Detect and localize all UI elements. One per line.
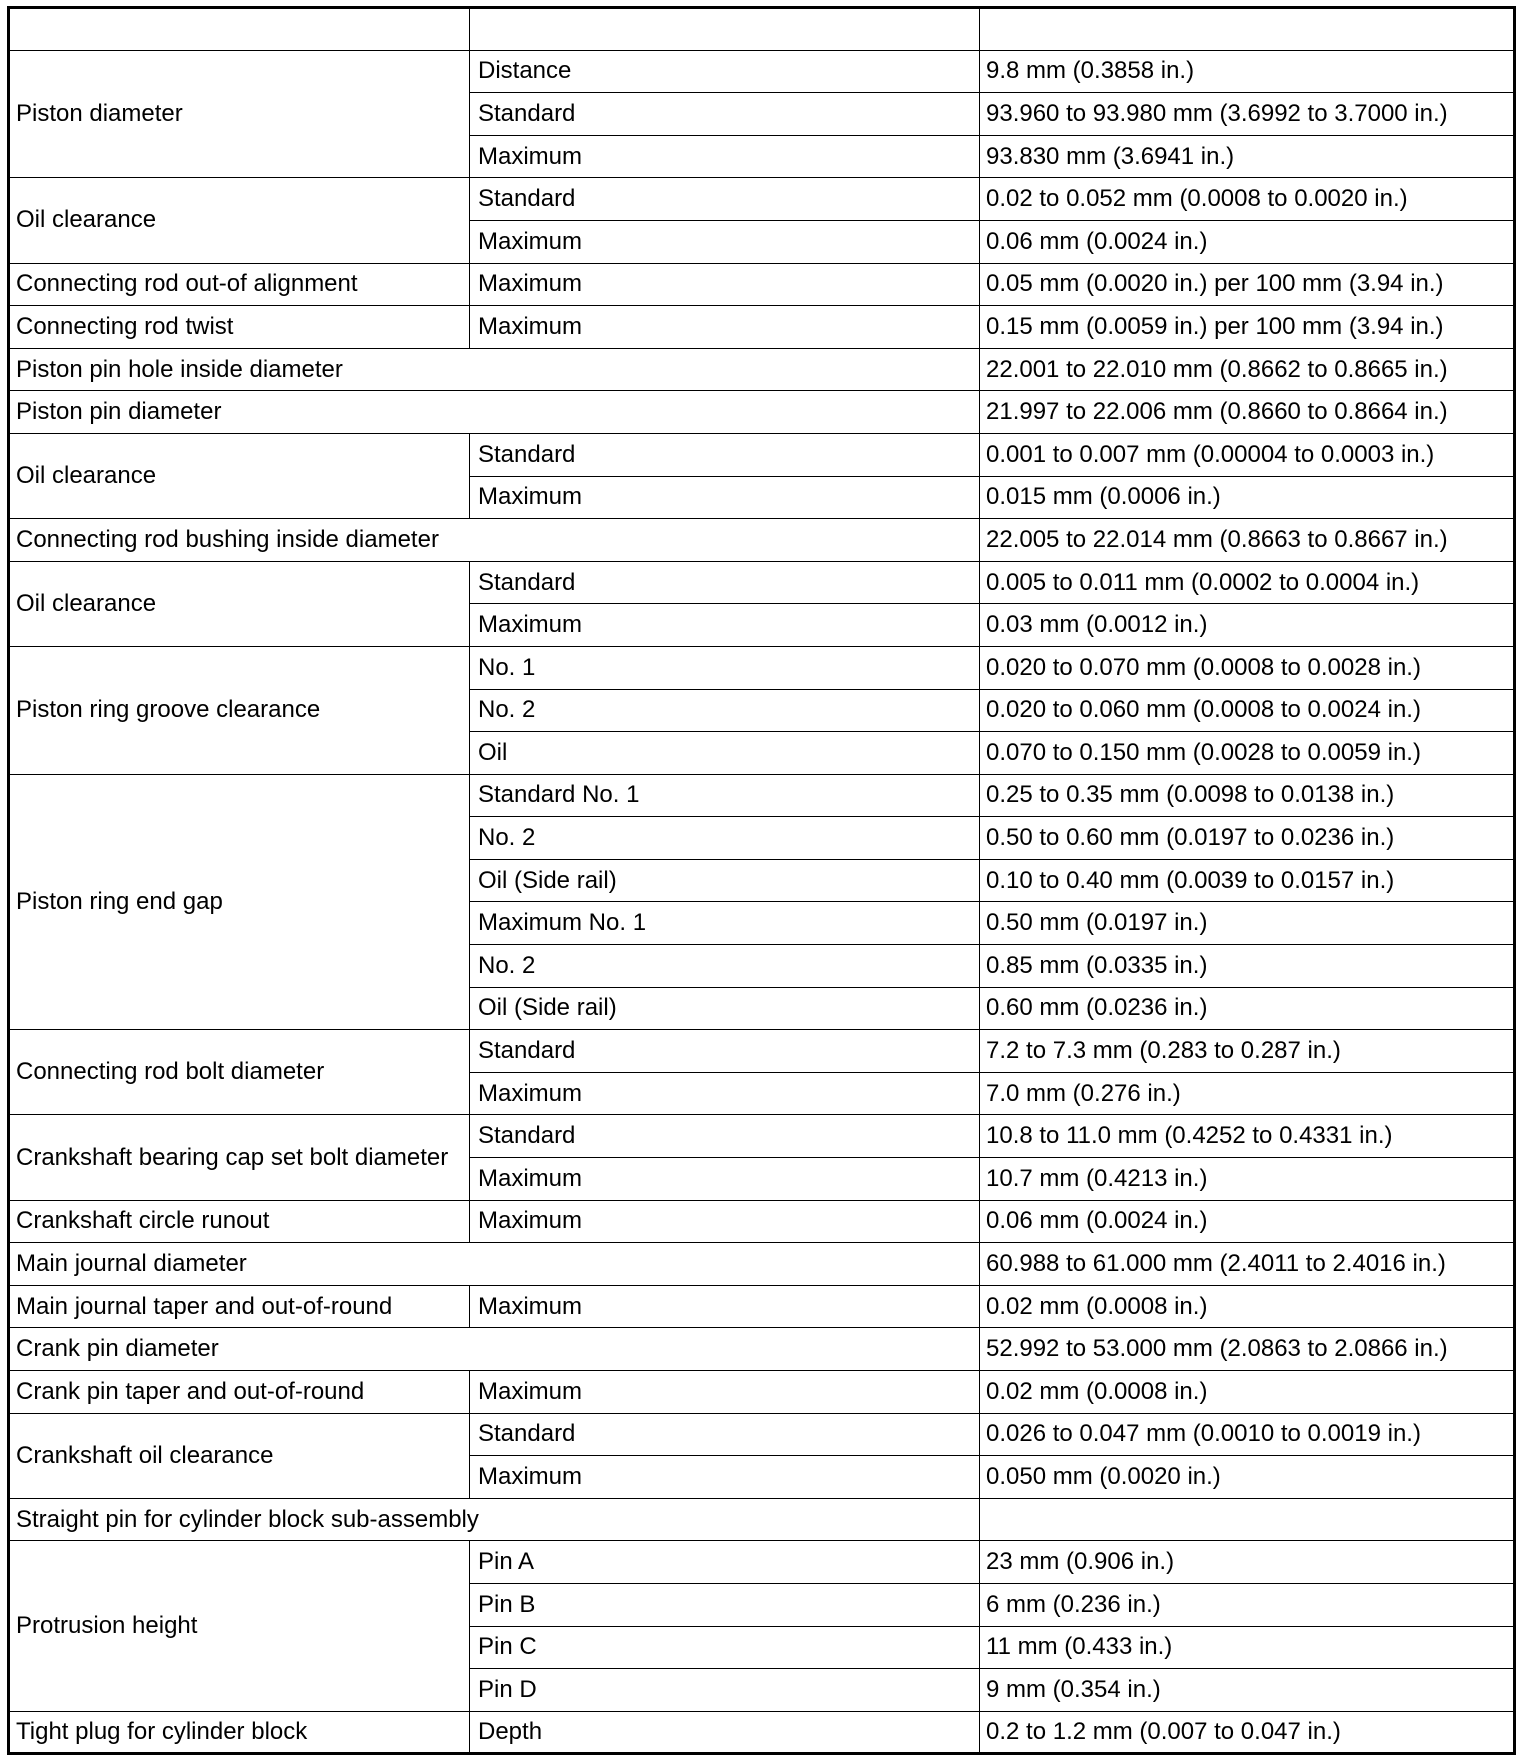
condition-cell: Maximum	[470, 476, 980, 519]
table-row	[9, 1200, 1515, 1243]
value-cell: 0.25 to 0.35 mm (0.0098 to 0.0138 in.)	[980, 774, 1515, 817]
item-cell: Piston ring end gap	[9, 774, 470, 1030]
value-cell: 6 mm (0.236 in.)	[980, 1583, 1515, 1626]
table-row	[9, 646, 1515, 689]
condition-cell: Maximum	[470, 220, 980, 263]
table-row	[9, 774, 1515, 817]
condition-cell: Pin A	[470, 1541, 980, 1584]
condition-cell: Depth	[470, 1711, 980, 1754]
table-row	[9, 348, 1515, 391]
item-cell: Protrusion height	[9, 1541, 470, 1711]
table-row	[9, 1243, 1515, 1286]
table-row	[9, 391, 1515, 434]
condition-cell: Maximum	[470, 1456, 980, 1499]
condition-cell: Standard	[470, 1030, 980, 1073]
condition-cell: Maximum	[470, 1158, 980, 1201]
item-cell: Crankshaft oil clearance	[9, 1413, 470, 1498]
table-row	[9, 519, 1515, 562]
value-cell: 11 mm (0.433 in.)	[980, 1626, 1515, 1669]
value-cell: 10.8 to 11.0 mm (0.4252 to 0.4331 in.)	[980, 1115, 1515, 1158]
value-cell: 0.2 to 1.2 mm (0.007 to 0.047 in.)	[980, 1711, 1515, 1754]
header-cell-item	[9, 8, 470, 51]
value-cell: 0.02 to 0.052 mm (0.0008 to 0.0020 in.)	[980, 178, 1515, 221]
condition-cell: No. 2	[470, 945, 980, 988]
table-row	[9, 1030, 1515, 1073]
table-row	[9, 50, 1515, 93]
specification-table-body	[9, 8, 1515, 1754]
value-cell: 0.06 mm (0.0024 in.)	[980, 1200, 1515, 1243]
condition-cell: Standard No. 1	[470, 774, 980, 817]
value-cell: 0.015 mm (0.0006 in.)	[980, 476, 1515, 519]
condition-cell: Maximum	[470, 604, 980, 647]
table-row	[9, 306, 1515, 349]
item-cell: Straight pin for cylinder block sub-assembly	[9, 1498, 980, 1541]
condition-cell: No. 2	[470, 817, 980, 860]
value-cell: 0.005 to 0.011 mm (0.0002 to 0.0004 in.)	[980, 561, 1515, 604]
value-cell: 22.001 to 22.010 mm (0.8662 to 0.8665 in.)	[980, 348, 1515, 391]
value-cell: 9.8 mm (0.3858 in.)	[980, 50, 1515, 93]
condition-cell: Pin B	[470, 1583, 980, 1626]
table-row	[9, 1711, 1515, 1754]
value-cell: 0.06 mm (0.0024 in.)	[980, 220, 1515, 263]
table-row	[9, 1285, 1515, 1328]
condition-cell: Maximum	[470, 1200, 980, 1243]
header-cell-condition	[470, 8, 980, 51]
value-cell: 0.020 to 0.070 mm (0.0008 to 0.0028 in.)	[980, 646, 1515, 689]
condition-cell: Maximum No. 1	[470, 902, 980, 945]
value-cell: 0.10 to 0.40 mm (0.0039 to 0.0157 in.)	[980, 859, 1515, 902]
value-cell: 0.15 mm (0.0059 in.) per 100 mm (3.94 in.)	[980, 306, 1515, 349]
item-cell: Piston pin diameter	[9, 391, 980, 434]
item-cell: Crank pin taper and out-of-round	[9, 1371, 470, 1414]
specification-table	[7, 6, 1516, 1755]
condition-cell: Standard	[470, 1115, 980, 1158]
item-cell: Crankshaft bearing cap set bolt diameter	[9, 1115, 470, 1200]
value-cell: 21.997 to 22.006 mm (0.8660 to 0.8664 in.)	[980, 391, 1515, 434]
value-cell: 0.02 mm (0.0008 in.)	[980, 1371, 1515, 1414]
item-cell: Piston diameter	[9, 50, 470, 178]
condition-cell: Maximum	[470, 1371, 980, 1414]
condition-cell: Distance	[470, 50, 980, 93]
condition-cell: Maximum	[470, 1285, 980, 1328]
value-cell: 0.02 mm (0.0008 in.)	[980, 1285, 1515, 1328]
condition-cell: Standard	[470, 433, 980, 476]
value-cell: 10.7 mm (0.4213 in.)	[980, 1158, 1515, 1201]
condition-cell: Standard	[470, 178, 980, 221]
table-row	[9, 1541, 1515, 1584]
value-cell: 60.988 to 61.000 mm (2.4011 to 2.4016 in.)	[980, 1243, 1515, 1286]
table-row	[9, 1115, 1515, 1158]
item-cell: Tight plug for cylinder block	[9, 1711, 470, 1754]
item-cell: Connecting rod twist	[9, 306, 470, 349]
value-cell: 0.001 to 0.007 mm (0.00004 to 0.0003 in.)	[980, 433, 1515, 476]
value-cell: 7.2 to 7.3 mm (0.283 to 0.287 in.)	[980, 1030, 1515, 1073]
item-cell: Main journal taper and out-of-round	[9, 1285, 470, 1328]
value-cell: 52.992 to 53.000 mm (2.0863 to 2.0866 in.)	[980, 1328, 1515, 1371]
table-row	[9, 1328, 1515, 1371]
condition-cell: Pin C	[470, 1626, 980, 1669]
item-cell: Oil clearance	[9, 561, 470, 646]
value-cell: 0.020 to 0.060 mm (0.0008 to 0.0024 in.)	[980, 689, 1515, 732]
value-cell: 7.0 mm (0.276 in.)	[980, 1072, 1515, 1115]
item-cell: Oil clearance	[9, 178, 470, 263]
value-cell: 0.85 mm (0.0335 in.)	[980, 945, 1515, 988]
value-cell: 0.60 mm (0.0236 in.)	[980, 987, 1515, 1030]
item-cell: Connecting rod out-of alignment	[9, 263, 470, 306]
table-row	[9, 178, 1515, 221]
value-cell: 93.960 to 93.980 mm (3.6992 to 3.7000 in.)	[980, 93, 1515, 136]
condition-cell: Standard	[470, 561, 980, 604]
item-cell: Piston pin hole inside diameter	[9, 348, 980, 391]
table-row	[9, 263, 1515, 306]
condition-cell: Standard	[470, 93, 980, 136]
value-cell: 0.070 to 0.150 mm (0.0028 to 0.0059 in.)	[980, 732, 1515, 775]
header-cell-value	[980, 8, 1515, 51]
condition-cell: Standard	[470, 1413, 980, 1456]
item-cell: Piston ring groove clearance	[9, 646, 470, 774]
table-row	[9, 1413, 1515, 1456]
condition-cell: No. 2	[470, 689, 980, 732]
condition-cell: Maximum	[470, 306, 980, 349]
condition-cell: Maximum	[470, 1072, 980, 1115]
value-cell: 93.830 mm (3.6941 in.)	[980, 135, 1515, 178]
table-row	[9, 1371, 1515, 1414]
table-row	[9, 1498, 1515, 1541]
table-row	[9, 433, 1515, 476]
condition-cell: Oil	[470, 732, 980, 775]
value-cell: 0.050 mm (0.0020 in.)	[980, 1456, 1515, 1499]
condition-cell: Maximum	[470, 135, 980, 178]
value-cell: 0.05 mm (0.0020 in.) per 100 mm (3.94 in.)	[980, 263, 1515, 306]
value-cell: 9 mm (0.354 in.)	[980, 1669, 1515, 1712]
item-cell: Connecting rod bolt diameter	[9, 1030, 470, 1115]
condition-cell: No. 1	[470, 646, 980, 689]
value-cell: 22.005 to 22.014 mm (0.8663 to 0.8667 in.)	[980, 519, 1515, 562]
condition-cell: Pin D	[470, 1669, 980, 1712]
item-cell: Oil clearance	[9, 433, 470, 518]
value-cell: 0.03 mm (0.0012 in.)	[980, 604, 1515, 647]
value-cell	[980, 1498, 1515, 1541]
value-cell: 23 mm (0.906 in.)	[980, 1541, 1515, 1584]
item-cell: Crankshaft circle runout	[9, 1200, 470, 1243]
item-cell: Crank pin diameter	[9, 1328, 980, 1371]
condition-cell: Oil (Side rail)	[470, 859, 980, 902]
condition-cell: Oil (Side rail)	[470, 987, 980, 1030]
table-row	[9, 561, 1515, 604]
value-cell: 0.50 mm (0.0197 in.)	[980, 902, 1515, 945]
condition-cell: Maximum	[470, 263, 980, 306]
item-cell: Main journal diameter	[9, 1243, 980, 1286]
table-header-row	[9, 8, 1515, 51]
value-cell: 0.50 to 0.60 mm (0.0197 to 0.0236 in.)	[980, 817, 1515, 860]
value-cell: 0.026 to 0.047 mm (0.0010 to 0.0019 in.)	[980, 1413, 1515, 1456]
item-cell: Connecting rod bushing inside diameter	[9, 519, 980, 562]
